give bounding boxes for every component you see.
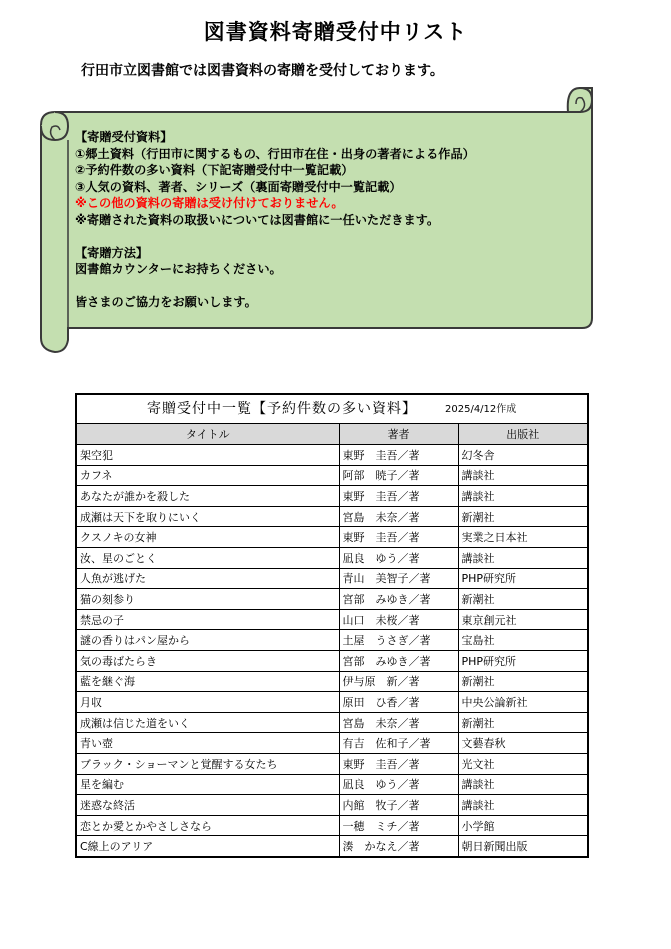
book-author: 阿部 暁子／著 xyxy=(339,465,458,486)
book-title: 成瀬は天下を取りにいく xyxy=(77,506,339,527)
table-row xyxy=(77,692,587,713)
table-date: 2025/4/12作成 xyxy=(445,404,517,415)
table-row xyxy=(77,445,587,466)
book-title: ブラック・ショーマンと覚醒する女たち xyxy=(77,754,339,775)
book-title: 星を編む xyxy=(77,774,339,795)
book-author: 青山 美智子／著 xyxy=(339,568,458,589)
book-publisher: 文藝春秋 xyxy=(458,733,587,754)
book-title: カフネ xyxy=(77,465,339,486)
table-row xyxy=(77,836,587,857)
book-author: 凪良 ゆう／著 xyxy=(339,774,458,795)
book-publisher: 新潮社 xyxy=(458,589,587,610)
book-author: 伊与原 新／著 xyxy=(339,671,458,692)
notice-item-3: ③人気の資料、著者、シリーズ（裏面寄贈受付中一覧記載） xyxy=(75,179,402,194)
book-publisher: 中央公論新社 xyxy=(458,692,587,713)
table-row xyxy=(77,651,587,672)
table-row xyxy=(77,733,587,754)
book-publisher: PHP研究所 xyxy=(458,651,587,672)
table-header-row xyxy=(77,424,587,445)
notice-item-1: ①郷土資料（行田市に関するもの、行田市在住・出身の著者による作品） xyxy=(75,146,475,161)
book-publisher: 講談社 xyxy=(458,548,587,569)
column-header-author: 著者 xyxy=(339,424,458,445)
book-title: クスノキの女神 xyxy=(77,527,339,548)
notice-heading: 【寄贈受付資料】 xyxy=(75,130,173,144)
book-author: 内館 牧子／著 xyxy=(339,795,458,816)
book-author: 原田 ひ香／著 xyxy=(339,692,458,713)
table-row xyxy=(77,548,587,569)
book-author: 宮島 未奈／著 xyxy=(339,712,458,733)
book-author: 宮島 未奈／著 xyxy=(339,506,458,527)
table-row xyxy=(77,671,587,692)
book-title: 架空犯 xyxy=(77,445,339,466)
notice-note: ※寄贈された資料の取扱いについては図書館に一任いただきます。 xyxy=(75,212,440,227)
book-title: 汝、星のごとく xyxy=(77,548,339,569)
book-publisher: PHP研究所 xyxy=(458,568,587,589)
column-header-publisher: 出版社 xyxy=(458,424,587,445)
book-title: 猫の刻参り xyxy=(77,589,339,610)
book-title: 月収 xyxy=(77,692,339,713)
method-heading: 【寄贈方法】 xyxy=(75,245,149,260)
book-author: 東野 圭吾／著 xyxy=(339,527,458,548)
book-publisher: 講談社 xyxy=(458,486,587,507)
book-publisher: 朝日新聞出版 xyxy=(458,836,587,857)
book-author: 一穂 ミチ／著 xyxy=(339,815,458,836)
notice-box xyxy=(75,129,575,311)
method-text: 図書館カウンターにお持ちください。 xyxy=(75,262,282,276)
table-row xyxy=(77,774,587,795)
table-caption xyxy=(77,395,587,424)
book-title: 恋とか愛とかやさしさなら xyxy=(77,815,339,836)
book-author: 東野 圭吾／著 xyxy=(339,754,458,775)
closing-text: 皆さまのご協力をお願いします。 xyxy=(75,295,257,309)
table-row xyxy=(77,589,587,610)
table-row xyxy=(77,712,587,733)
book-publisher: 小学館 xyxy=(458,815,587,836)
page-subtitle: 行田市立図書館では図書資料の寄贈を受付しております。 xyxy=(81,63,444,79)
page-title: 図書資料寄贈受付中リスト xyxy=(203,20,468,44)
book-author: 山口 未桜／著 xyxy=(339,609,458,630)
book-title: 成瀬は信じた道をいく xyxy=(77,712,339,733)
book-publisher: 新潮社 xyxy=(458,506,587,527)
book-author: 東野 圭吾／著 xyxy=(339,445,458,466)
book-author: 宮部 みゆき／著 xyxy=(339,651,458,672)
book-publisher: 新潮社 xyxy=(458,712,587,733)
book-author: 有吉 佐和子／著 xyxy=(339,733,458,754)
book-title: 禁忌の子 xyxy=(77,609,339,630)
table-row xyxy=(77,568,587,589)
book-author: 湊 かなえ／著 xyxy=(339,836,458,857)
book-title: 謎の香りはパン屋から xyxy=(77,630,339,651)
book-publisher: 幻冬舎 xyxy=(458,445,587,466)
book-publisher: 講談社 xyxy=(458,774,587,795)
table-row xyxy=(77,609,587,630)
book-author: 宮部 みゆき／著 xyxy=(339,589,458,610)
table-row xyxy=(77,630,587,651)
book-publisher: 宝島社 xyxy=(458,630,587,651)
book-title: 藍を継ぐ海 xyxy=(77,671,339,692)
book-title: 気の毒ばたらき xyxy=(77,651,339,672)
book-author: 凪良 ゆう／著 xyxy=(339,548,458,569)
book-author: 土屋 うさぎ／著 xyxy=(339,630,458,651)
book-publisher: 新潮社 xyxy=(458,671,587,692)
table-title: 寄贈受付中一覧【予約件数の多い資料】 xyxy=(147,401,417,417)
book-publisher: 講談社 xyxy=(458,465,587,486)
book-title: あなたが誰かを殺した xyxy=(77,486,339,507)
column-header-title: タイトル xyxy=(77,424,339,445)
notice-item-2: ②予約件数の多い資料（下記寄贈受付中一覧記載） xyxy=(75,163,354,177)
table-row xyxy=(77,754,587,775)
donation-table xyxy=(75,393,589,858)
book-author: 東野 圭吾／著 xyxy=(339,486,458,507)
book-publisher: 実業之日本社 xyxy=(458,527,587,548)
table-row xyxy=(77,486,587,507)
book-publisher: 講談社 xyxy=(458,795,587,816)
table-row xyxy=(77,465,587,486)
book-title: 青い壺 xyxy=(77,733,339,754)
book-title: C線上のアリア xyxy=(77,836,339,857)
table-row xyxy=(77,815,587,836)
notice-warning: ※この他の資料の寄贈は受け付けておりません。 xyxy=(75,196,344,210)
book-title: 人魚が逃げた xyxy=(77,568,339,589)
table-row xyxy=(77,527,587,548)
book-publisher: 東京創元社 xyxy=(458,609,587,630)
table-row xyxy=(77,506,587,527)
table-row xyxy=(77,795,587,816)
book-publisher: 光文社 xyxy=(458,754,587,775)
book-title: 迷惑な終活 xyxy=(77,795,339,816)
